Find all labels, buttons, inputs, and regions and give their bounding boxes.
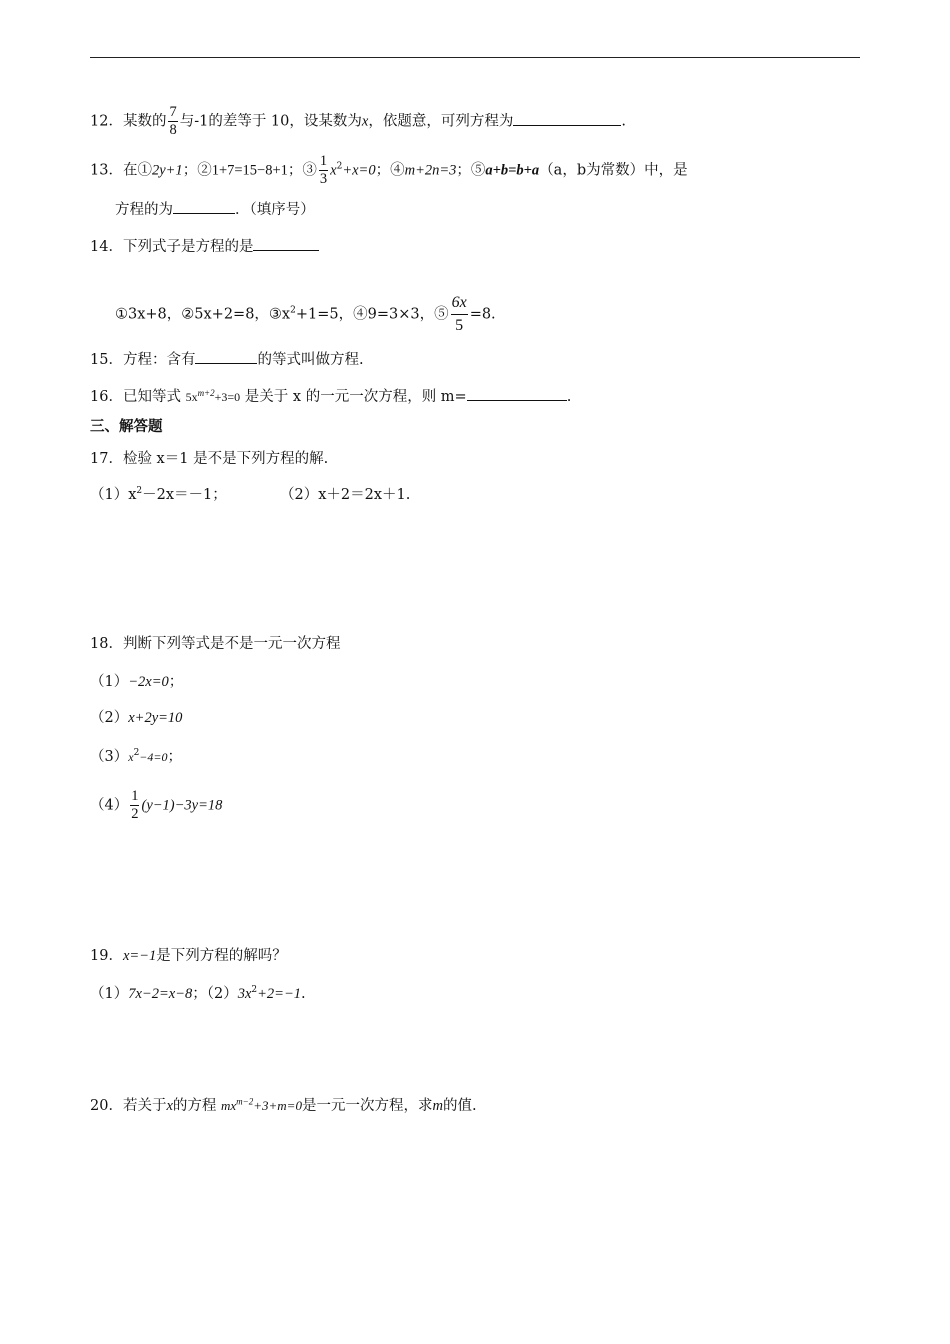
expression-4: m+2n=3	[404, 162, 457, 179]
question-17: 17．检验 x＝1 是不是下列方程的解.	[90, 451, 329, 467]
question-20: 20．若关于x的方程 $mx^{m-2}+3+m=0$是一元一次方程，求m的值.	[90, 1096, 477, 1114]
equation: $5x^{m+2}+3=0$	[185, 388, 241, 404]
question-number: 13．	[90, 162, 123, 179]
fraction: $\frac{6x}{5}$	[451, 294, 467, 334]
question-number: 18．	[90, 636, 123, 652]
question-number: 19．	[90, 948, 123, 964]
expression-3: +x=0	[342, 162, 376, 179]
question-16: 16．已知等式 $5x^{m+2}+3=0$ 是关于 x 的一元一次方程，则 m= .	[90, 388, 572, 405]
question-18-part-2: （2）x+2y=10	[90, 710, 183, 726]
fraction: $\frac{1}{2}$	[131, 788, 139, 822]
question-number: 16．	[90, 389, 123, 405]
question-18: 18．判断下列等式是不是一元一次方程	[90, 636, 341, 652]
fraction: $\frac{7}{8}$	[169, 104, 177, 138]
section-title: 三、解答题	[90, 418, 163, 435]
answer-blank[interactable]	[253, 236, 319, 251]
answer-blank[interactable]	[467, 386, 567, 401]
question-number: 12．	[90, 113, 123, 130]
question-18-part-4: （4） $\frac{1}{2}$ (y−1)−3y=18	[90, 788, 223, 822]
question-number: 14．	[90, 239, 123, 255]
expression-1: 2y+1	[151, 162, 183, 179]
question-14: 14．下列式子是方程的是	[90, 236, 319, 257]
question-18-part-1: （1）−2x=0；	[90, 674, 184, 690]
answer-blank[interactable]	[513, 111, 621, 126]
question-14-items: ①3x+8，②5x+2=8，$③x^2+1=5$，④9=3×3，⑤ $\frac{6x}{5}$ =8.	[115, 292, 496, 337]
question-18-part-3: $(3)x^2-4=0$；	[90, 748, 182, 765]
question-number: 17．	[90, 451, 123, 467]
question-19: 19．x=−1是下列方程的解吗？	[90, 948, 287, 964]
question-13: 13．在①2y+1；②1+7=15−8+1；③ $\frac{1}{3}$ $x^2+x=0$；④m+2n=3；⑤a+b=b+a（a，b为常数）中，是	[90, 153, 688, 187]
expression-5: a+b=b+a	[485, 162, 540, 179]
question-15: 15．方程：含有 的等式叫做方程.	[90, 349, 364, 370]
question-number: 15．	[90, 352, 123, 368]
answer-blank[interactable]	[195, 349, 257, 364]
fraction: $\frac{1}{3}$	[319, 153, 328, 187]
question-13-line-2: 方程的为 ．（填序号）	[115, 199, 315, 220]
question-number: 20．	[90, 1098, 123, 1114]
equation: $mx^{m-2}+3+m=0$	[221, 1096, 302, 1113]
question-17-parts: $(1)x^2-2x=-1$； （2）x＋2＝2x＋1.	[90, 486, 411, 503]
question-12: 12．某数的 $\frac{7}{8}$ 与-1的差等于 10，设某数为x，依题意，可列方程为 .	[90, 104, 626, 138]
answer-blank[interactable]	[173, 199, 235, 214]
question-19-parts: （1）7x−2=x−8；$(2)3x^2+2=-1$.	[90, 985, 306, 1002]
expression-2: 1+7=15−8+1	[211, 162, 288, 179]
header-rule	[90, 57, 860, 58]
